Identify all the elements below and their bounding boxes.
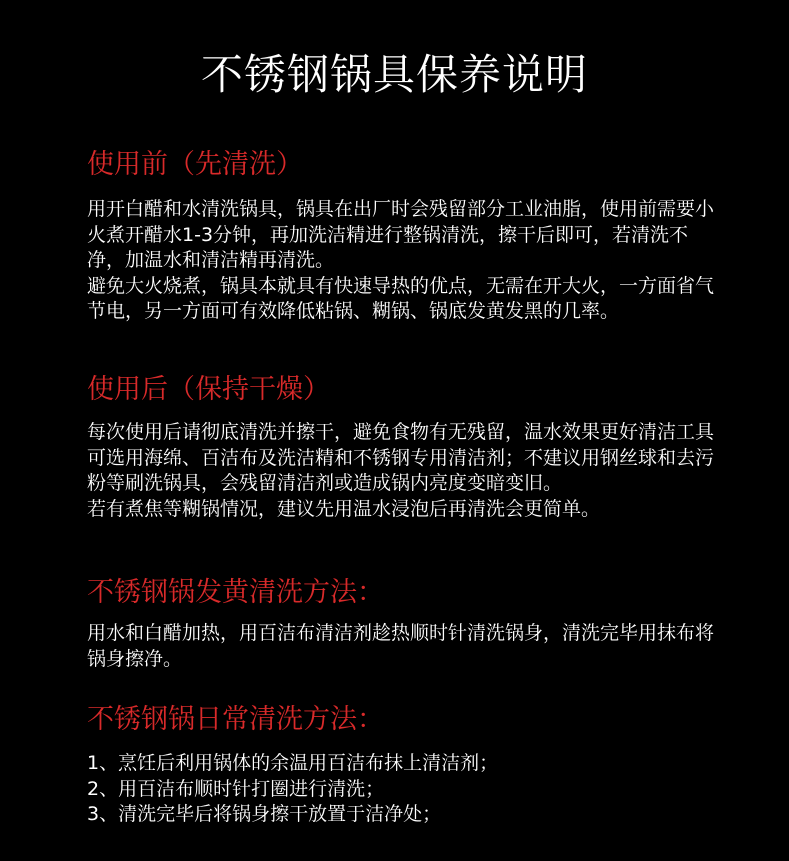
paragraph: 若有煮焦等糊锅情况，建议先用温水浸泡后再清洗会更简单。 (87, 497, 601, 520)
step-list (87, 751, 717, 828)
paragraph: 用开白醋和水清洗锅具，锅具在出厂时会残留部分工业油脂，使用前需要小火煮开醋水1-3分钟，再加洗洁精进行整锅清洗，擦干后即可，若清洗不净，加温水和清洁精再清洗。 (87, 198, 715, 271)
section-heading-after-use: 使用后（保持干燥） (87, 374, 330, 405)
section-body-daily-cleaning (87, 751, 717, 828)
section-body-after-use (87, 420, 717, 522)
section-body-yellowing-cleaning (87, 621, 717, 672)
paragraph: 避免大火烧煮，锅具本就具有快速导热的优点，无需在开大火，一方面省气节电，另一方面可有效降低粘锅、糊锅、锅底发黄发黑的几率。 (87, 274, 715, 322)
paragraph: 用水和白醋加热，用百洁布清洁剂趁热顺时针清洗锅身，清洗完毕用抹布将锅身擦净。 (87, 622, 715, 670)
list-item: 2、用百洁布顺时针打圈进行清洗； (87, 777, 385, 800)
section-heading-daily-cleaning: 不锈钢锅日常清洗方法： (87, 704, 384, 735)
section-body-before-use (87, 197, 717, 325)
list-item: 3、清洗完毕后将锅身擦干放置于洁净处； (87, 803, 442, 825)
paragraph: 每次使用后请彻底清洗并擦干，避免食物有无残留，温水效果更好清洁工具可选用海绵、百洁布及洗洁精和不锈钢专用清洁剂；不建议用钢丝球和去污粉等刷洗锅具，会残留清洁剂或造成锅内亮度变暗变旧。 (87, 421, 715, 494)
page-title: 不锈钢锅具保养说明 (200, 50, 588, 99)
section-heading-before-use: 使用前（先清洗） (87, 149, 303, 180)
list-item: 1、烹饪后利用锅体的余温用百洁布抹上清洁剂； (87, 752, 499, 774)
section-heading-yellowing-cleaning: 不锈钢锅发黄清洗方法： (87, 577, 384, 608)
